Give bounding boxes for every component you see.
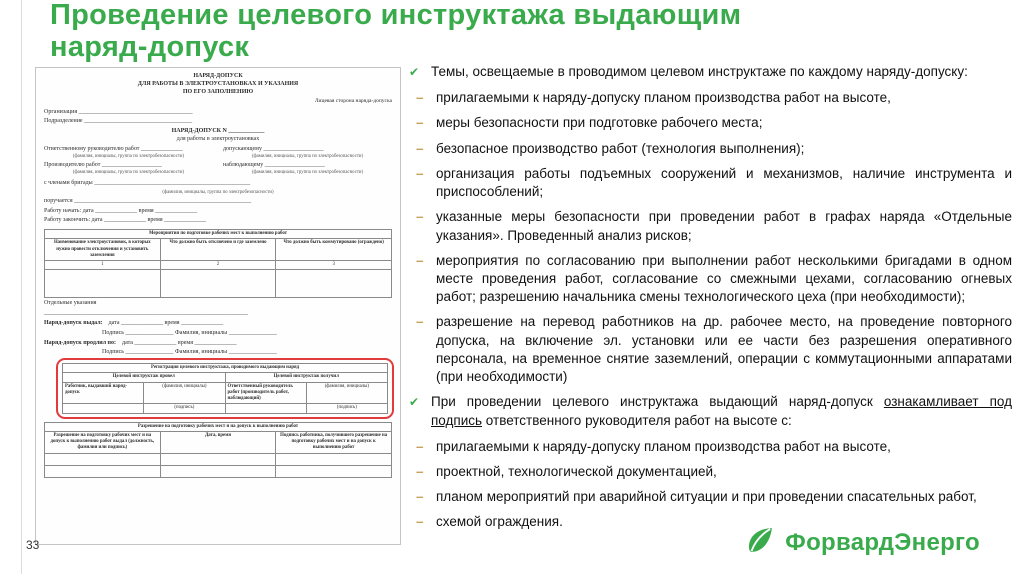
permission-table-title: Разрешение на подготовку рабочих мест и на допуск к выполнению работ <box>45 422 392 431</box>
form-side-label: Лицевая сторона наряда-допуска <box>314 98 392 105</box>
leaf-icon <box>743 523 777 562</box>
page-title-line1: Проведение целевого инструктажа выдающим <box>50 0 742 31</box>
preparation-measures-table <box>44 229 392 298</box>
slide-left-rule <box>21 0 22 574</box>
heading-text-after: ответственного руководителя работ на высоте с: <box>482 412 792 428</box>
form-caption: (фамилия, инициалы, группа по электробезопасности) <box>251 169 364 175</box>
form-responsible-block <box>44 146 392 178</box>
briefing-fio-cell: (фамилия, инициалы) <box>144 382 225 404</box>
list-item <box>409 89 1012 107</box>
company-logo <box>743 523 980 562</box>
dash-icon: – <box>416 165 424 181</box>
form-caption: (фамилия, инициалы, группа по электробезопасности) <box>162 189 274 195</box>
permission-empty-row <box>45 465 392 477</box>
briefing-sign-cell: (подпись) <box>144 404 225 413</box>
dash-icon: – <box>416 314 424 330</box>
permission-col2-header: Дата, время <box>160 431 276 453</box>
heading-text-before: При проведении целевого инструктажа выдающий наряд-допуск <box>431 394 884 410</box>
form-admitting-line: допускающему ____________________ <box>223 145 324 152</box>
form-work-finish-line: Работу закончить: дата ______________ время ______________ <box>44 217 207 224</box>
list-item-text: безопасное производство работ (технология выполнения); <box>436 140 805 156</box>
briefing-table-title: Регистрация целевого инструктажа, проводимого выдающим наряд <box>63 364 388 373</box>
form-caption: (фамилия, инициалы, группа по электробезопасности) <box>72 153 185 159</box>
form-title-line1: НАРЯД-ДОПУСК <box>193 73 243 79</box>
form-producer-line: Производителю работ ____________________ <box>44 161 162 168</box>
list-item-text: прилагаемыми к наряду-допуску планом производства работ на высоте, <box>436 90 891 106</box>
form-extended-label: Наряд-допуск продлил по: <box>44 339 117 346</box>
list-item-text: планом мероприятий при аварийной ситуации и при проведении спасательных работ, <box>436 489 977 505</box>
list-item <box>409 313 1012 386</box>
list-item-text: указанные меры безопасности при проведении работ в графах наряда «Отдельные указания». Проведенный анализ рисков; <box>436 209 1012 243</box>
check-icon: ✔ <box>409 395 420 410</box>
briefing-gave-header: Целевой инструктаж провел <box>63 373 226 382</box>
page-title-line2: наряд-допуск <box>50 30 250 63</box>
list-item-text: мероприятия по согласованию при выполнении работ несколькими бригадами в одном месте проведения работ, согласование со смежными цехами, согласованию огневых работ; разрешению начальника смены технологического цеха (при необходимости); <box>436 252 1012 305</box>
section-heading-briefing <box>409 393 1012 429</box>
briefing-empty-cell <box>63 404 144 413</box>
check-icon: ✔ <box>409 65 420 79</box>
section-heading-topics <box>409 63 1012 81</box>
briefing-responsible-cell: Ответственный руководитель работ (производитель работ, наблюдающий) <box>225 382 306 404</box>
form-permit-subtitle: для работы в электроустановках <box>176 135 260 142</box>
preparation-col1-header: Наименование электроустановок, в которых нужно провести отключения и установить заземления <box>45 239 161 261</box>
form-special-instructions-line: ____________________________________________________________________ <box>44 310 248 317</box>
form-caption: (фамилия, инициалы, группа по электробезопасности) <box>251 153 364 159</box>
form-work-start-line: Работу начать: дата ______________ время ______________ <box>44 207 198 214</box>
form-issued-row <box>44 320 392 328</box>
list-item <box>409 208 1012 244</box>
preparation-col3-header: Что должно быть коммутировано (ограждено) <box>276 239 392 261</box>
list-item <box>409 114 1012 132</box>
form-title-line3: ПО ЕГО ЗАПОЛНЕНИЮ <box>182 88 254 95</box>
dash-icon: – <box>416 115 424 131</box>
list-item-text: разрешение на перевод работников на др. рабочее место, на проведение повторного допуска, на включение эл. установки или ее части без разрешения оперативного персонала, на временное снятие заземлений, операции с коммутационными аппаратами (при необходимости) <box>436 314 1012 385</box>
list-item <box>409 463 1012 481</box>
dash-icon: – <box>416 438 424 454</box>
form-extended-datetime: дата ______________ время ______________ <box>122 339 237 346</box>
page-title <box>50 0 1000 64</box>
briefing-worker-cell: Работник, выдавший наряд-допуск <box>63 382 144 404</box>
dash-icon: – <box>416 140 424 156</box>
list-item <box>409 140 1012 158</box>
permission-col3-header: Подпись работника, получившего разрешение на подготовку рабочих мест и на допуск к выполнению работ <box>276 431 392 453</box>
dash-icon: – <box>416 252 424 268</box>
list-item <box>409 165 1012 201</box>
briefing-empty-cell <box>225 404 306 413</box>
form-extended-row <box>44 340 392 348</box>
preparation-col3-number: 3 <box>276 261 392 270</box>
preparation-empty-row <box>45 270 392 298</box>
dash-icon: – <box>416 463 424 479</box>
form-issued-label: Наряд-допуск выдал: <box>44 319 103 326</box>
form-organization-line: Организация ______________________________________ <box>44 108 193 115</box>
dash-icon: – <box>416 514 424 530</box>
form-subdivision-line: Подразделение ____________________________________ <box>44 118 193 125</box>
form-extended-signature: Подпись ________________ Фамилия, инициалы ________________ <box>102 349 277 356</box>
list-item <box>409 252 1012 307</box>
form-special-instructions-label: Отдельные указания <box>44 300 97 307</box>
briefing-sign-cell: (подпись) <box>306 404 387 413</box>
logo-text: ФорвардЭнерго <box>785 528 980 556</box>
page-number: 33 <box>26 538 40 552</box>
list-item <box>409 438 1012 456</box>
list-item <box>409 488 1012 506</box>
heading-text-underlined: ознакамливает под подпись <box>431 394 1012 428</box>
form-caption: (фамилия, инициалы, группа по электробезопасности) <box>72 169 185 175</box>
targeted-briefing-section <box>62 363 388 413</box>
form-brigade-line: с членами бригады ____________________________________________________ <box>44 179 251 186</box>
preparation-col2-header: Что должно быть отключено и где заземлено <box>160 239 276 261</box>
permit-form-document <box>35 67 401 545</box>
slide-content <box>409 60 1012 539</box>
briefing-received-header: Целевой инструктаж получил <box>225 373 388 382</box>
form-responsible-left <box>44 146 213 178</box>
dash-icon: – <box>416 90 424 106</box>
form-entrusted-line: поручается ___________________________________________________________ <box>44 197 252 204</box>
list-item-text: проектной, технологической документацией, <box>436 463 717 479</box>
form-issued-datetime: дата ______________ время ______________ <box>108 319 224 326</box>
form-permit-number: НАРЯД-ДОПУСК N ____________ <box>171 128 265 135</box>
dash-icon: – <box>416 209 424 225</box>
preparation-col2-number: 2 <box>160 261 276 270</box>
form-responsible-right <box>223 146 392 178</box>
dash-icon: – <box>416 489 424 505</box>
briefing-fio-cell: (фамилия, инициалы) <box>306 382 387 404</box>
briefing-registration-table <box>62 363 388 413</box>
list-item-text: меры безопасности при подготовке рабочего места; <box>436 115 763 131</box>
form-title-line2: ДЛЯ РАБОТЫ В ЭЛЕКТРОУСТАНОВКАХ И УКАЗАНИЯ <box>137 80 299 87</box>
permission-table <box>44 422 392 478</box>
section-heading-text <box>431 393 1012 429</box>
permission-col1-header: Разрешение на подготовку рабочих мест и на допуск к выполнению работ выдал (должность, фамилия или подпись) <box>45 431 161 453</box>
form-observer-line: наблюдающему ____________________ <box>223 161 325 168</box>
form-title <box>44 73 392 96</box>
list-item-text: схемой ограждения. <box>436 514 563 530</box>
list-item-text: прилагаемыми к наряду-допуску планом производства работ на высоте, <box>436 438 891 454</box>
form-resp-head-line: Ответственному руководителю работ ______________ <box>44 145 183 152</box>
preparation-table-title: Мероприятия по подготовке рабочих мест к выполнению работ <box>45 230 392 239</box>
preparation-col1-number: 1 <box>45 261 161 270</box>
permission-empty-row <box>45 453 392 465</box>
form-issued-signature: Подпись ________________ Фамилия, инициалы ________________ <box>102 329 277 336</box>
section-heading-text: Темы, освещаемые в проводимом целевом инструктаже по каждому наряду-допуску: <box>431 64 968 79</box>
list-item-text: организация работы подъемных сооружений и механизмов, наличие инструмента и приспособлений; <box>436 165 1012 200</box>
